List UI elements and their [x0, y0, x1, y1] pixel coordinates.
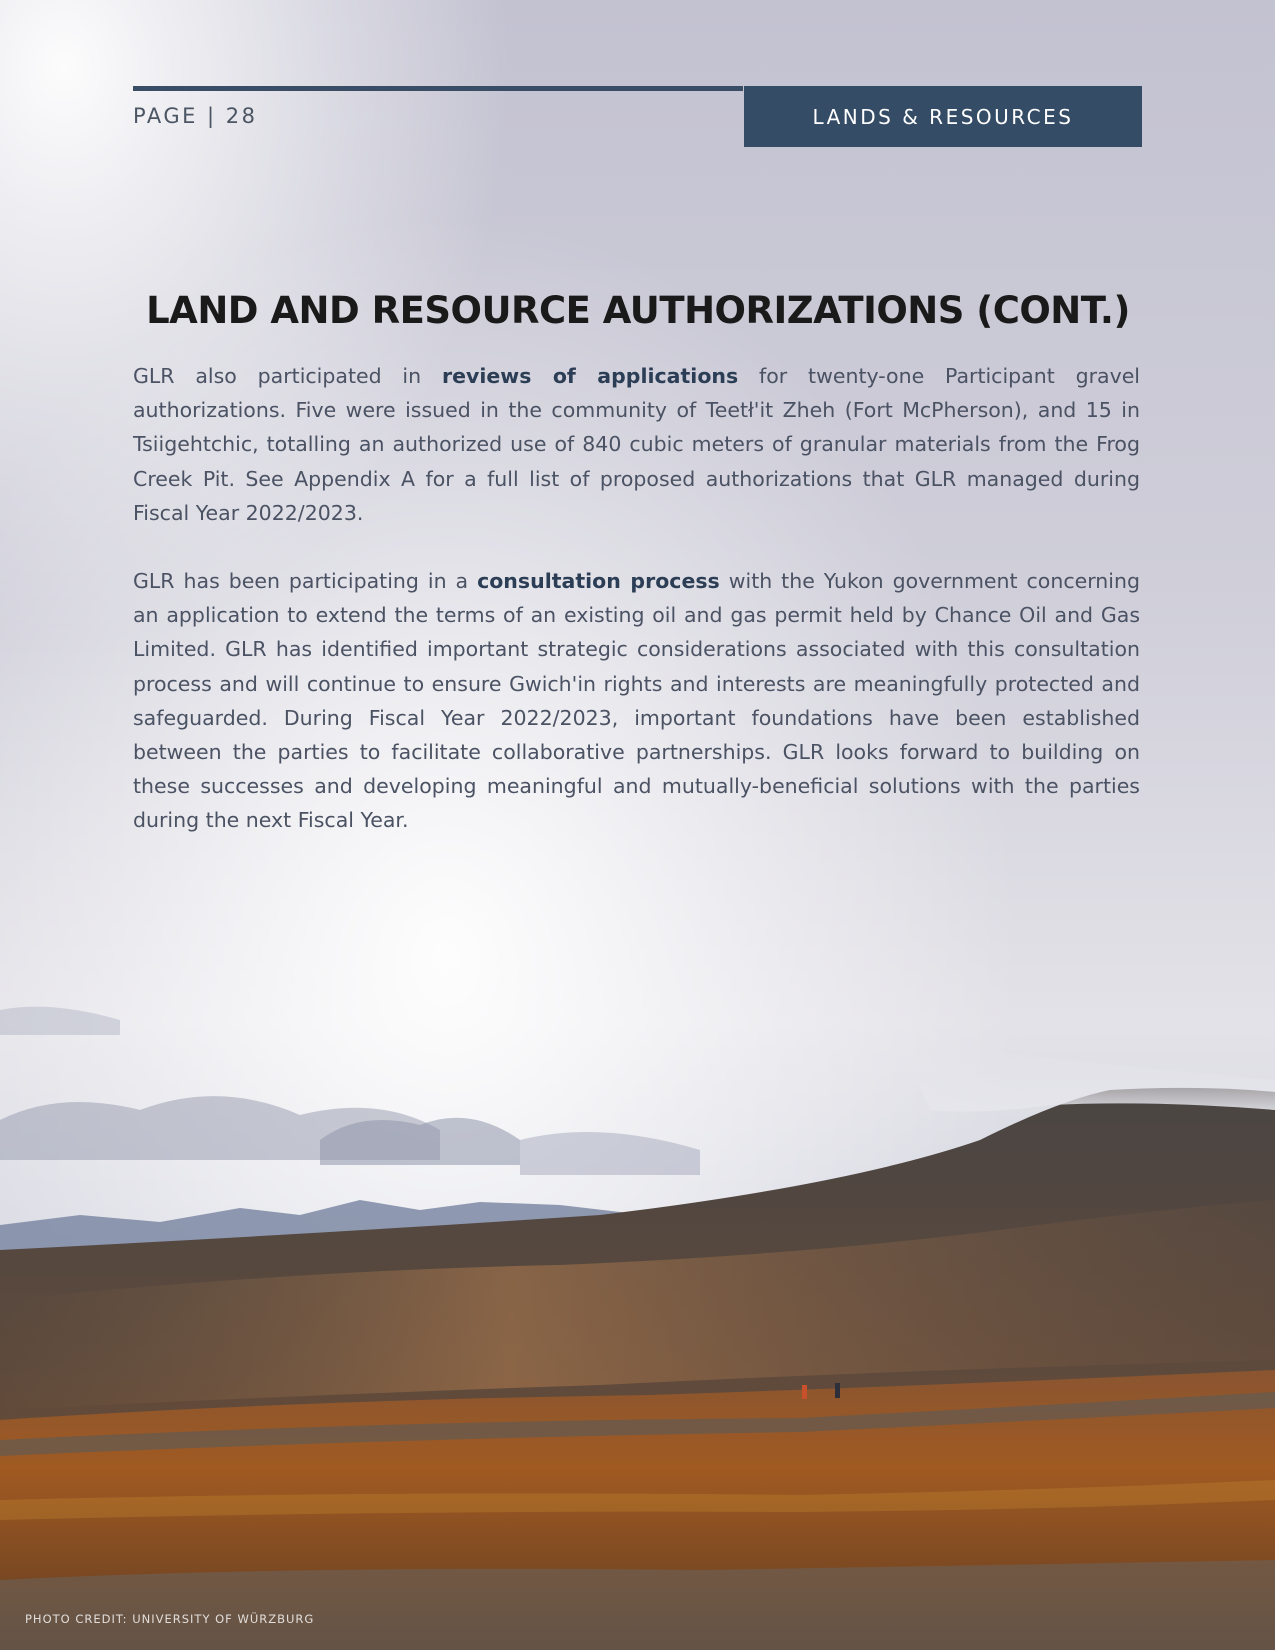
body-paragraph	[133, 359, 1140, 530]
section-tab-label: LANDS & RESOURCES	[812, 104, 1074, 129]
section-tab	[744, 86, 1142, 147]
paragraph-text: for twenty-one Participant gravel authorizations. Five were issued in the community of Teetł'it Zheh (Fort McPherson), and 15 in Tsiigehtchic, totalling an authorized use of 840 cubic meters of granular materials from the Frog Creek Pit. See Appendix A for a full list of proposed authorizations that GLR managed during Fiscal Year 2022/2023.	[133, 364, 1141, 525]
emphasis-text: reviews of applications	[441, 364, 739, 388]
paragraph-text: GLR has been participating in a	[133, 569, 478, 593]
page-title: LAND AND RESOURCE AUTHORIZATIONS (CONT.)	[146, 289, 1130, 332]
emphasis-text: consultation process	[477, 569, 720, 593]
paragraph-text: with the Yukon government concerning an application to extend the terms of an existing oil and gas permit held by Chance Oil and Gas Limited. GLR has identified important strategic considerations associated with this consultation process and will continue to ensure Gwich'in rights and interests are meaningfully protected and safeguarded. During Fiscal Year 2022/2023, important foundations have been established between the parties to facilitate collaborative partnerships. GLR looks forward to building on these successes and developing meaningful and mutually-beneficial solutions with the parties during the next Fiscal Year.	[133, 569, 1140, 833]
body-paragraph	[133, 564, 1140, 838]
header-rule	[133, 86, 743, 91]
page-number: PAGE | 28	[133, 104, 258, 128]
photo-credit: PHOTO CREDIT: UNIVERSITY OF WÜRZBURG	[25, 1612, 315, 1626]
paragraph-text: GLR also participated in	[133, 364, 442, 388]
